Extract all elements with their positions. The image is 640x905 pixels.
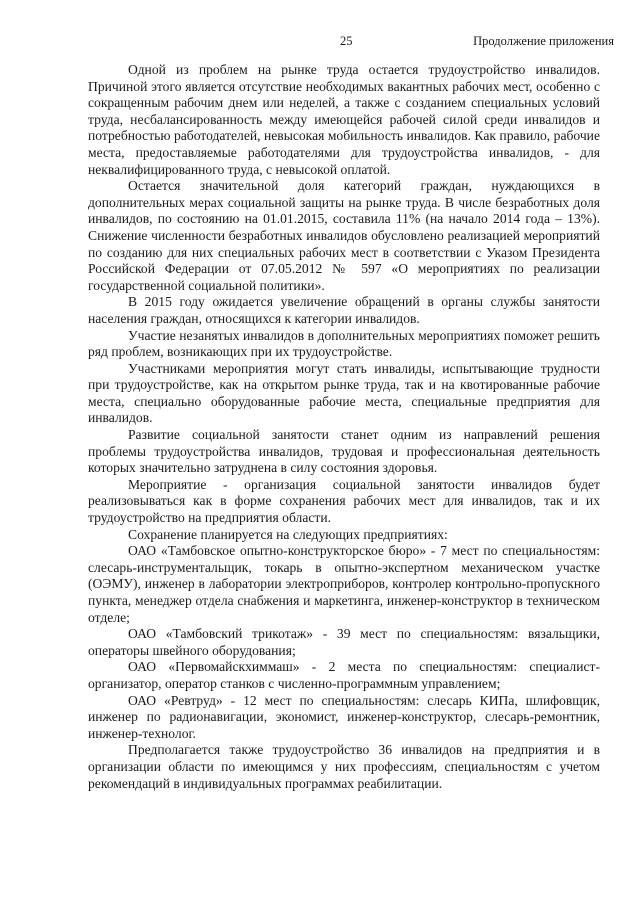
paragraph-participation: Участие незанятых инвалидов в дополнительных мероприятиях поможет решить ряд проблем, возникающих при их трудоустройстве.: [88, 327, 600, 360]
paragraph-enterprise-revtrud: ОАО «Ревтруд» - 12 мест по специальностям: слесарь КИПа, шлифовщик, инженер по радионавигации, экономист, инженер-конструктор, слесарь-ремонтник, инженер-технолог.: [88, 692, 600, 741]
paragraph-unemployment-share: Остается значительной доля категорий граждан, нуждающихся в дополнительных мерах социальной защиты на рынке труда. В числе безработных доля инвалидов, по состоянию на 01.01.2015, составила 11% (на начало 2014 года – 13%). Снижение численности безработных инвалидов обусловлено реализацией мероприятий по созданию для них специальных рабочих мест в соответствии с Указом Президента Российской Федерации от 07.05.2012 № 597 «О мероприятиях по реализации государственной социальной политики».: [88, 178, 600, 293]
running-head: Продолжение приложения: [473, 34, 614, 48]
paragraph-planned-employment: Предполагается также трудоустройство 36 инвалидов на предприятия и в организации области по имеющимся у них профессиям, специальностям с учетом рекомендаций в индивидуальных программах реабилитации.: [88, 742, 600, 791]
page-number: 25: [340, 34, 353, 48]
paragraph-2015-expectation: В 2015 году ожидается увеличение обращений в органы службы занятости населения граждан, относящихся к категории инвалидов.: [88, 294, 600, 326]
paragraph-enterprises-intro: Сохранение планируется на следующих предприятиях:: [128, 526, 448, 542]
paragraph-enterprise-trikotazh: ОАО «Тамбовский трикотаж» - 39 мест по специальностям: вязальщики, операторы швейного оборудования;: [88, 626, 600, 658]
paragraph-social-employment: Развитие социальной занятости станет одним из направлений решения проблемы трудоустройства инвалидов, трудовая и профессиональная деятельность которых значительно затруднена в силу состояния здоровья.: [88, 427, 600, 476]
paragraph-employment-problem: Одной из проблем на рынке труда остается трудоустройство инвалидов. Причиной этого является отсутствие необходимых вакантных рабочих мест, особенно с сокращенным рабочим днем или неделей, а также с созданием специальных условий труда, несбалансированность между имеющейся рабочей силой среди инвалидов и потребностью работодателей, невысокая мобильность инвалидов. Как правило, рабочие места, предоставляемые работодателями для трудоустройства инвалидов, - для неквалифицированного труда, с невысокой оплатой.: [88, 62, 600, 177]
paragraph-measure: Мероприятие - организация социальной занятости инвалидов будет реализовываться как в форме сохранения рабочих мест для инвалидов, так и их трудоустройство на предприятия области.: [88, 476, 600, 526]
paragraph-enterprise-tokb: ОАО «Тамбовское опытно-конструкторское бюро» - 7 мест по специальностям: слесарь-инструментальщик, токарь в опытно-экспертном механическом участке (ОЭМУ), инженер в лаборатории электроприборов, контролер контрольно-пропускного пункта, менеджер отдела снабжения и маркетинга, инженер-конструктор в техническом отделе;: [88, 543, 600, 625]
paragraph-participants: Участниками мероприятия могут стать инвалиды, испытывающие трудности при трудоустройстве, как на открытом рынке труда, так и на квотированные рабочие места, специально оборудованные рабочие места, специальные предприятия для инвалидов.: [88, 360, 600, 426]
paragraph-enterprise-pervomaisk: ОАО «Первомайскхиммаш» - 2 места по специальностям: специалист-организатор, оператор станков с численно-программным управлением;: [88, 659, 600, 691]
body-text: [88, 62, 600, 792]
page-header: [0, 34, 640, 52]
